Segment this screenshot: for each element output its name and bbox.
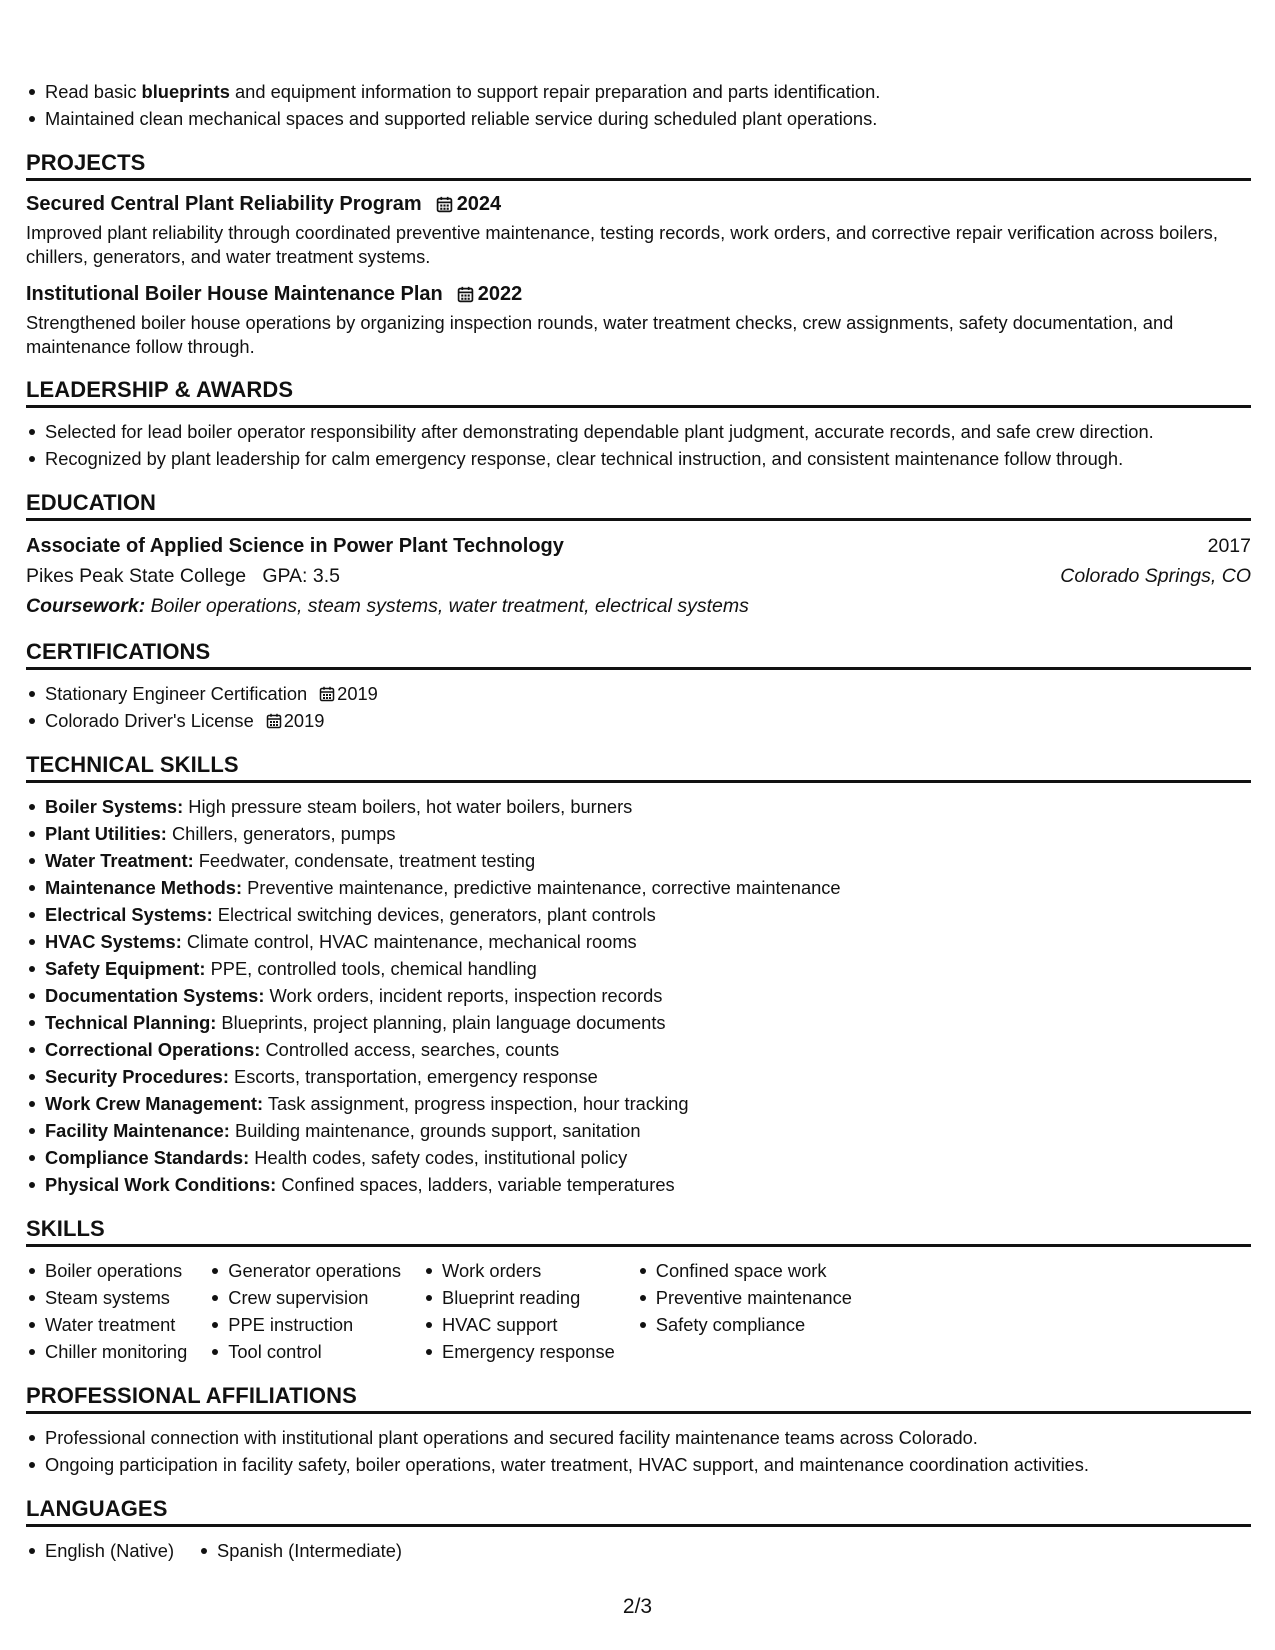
skill-values: Task assignment, progress inspection, hour tracking [267,1093,689,1114]
skills-column [637,1257,852,1365]
section-title: LEADERSHIP & AWARDS [26,377,1251,408]
skill-values: Feedwater, condensate, treatment testing [198,850,536,871]
skill-values: PPE, controlled tools, chemical handling [210,958,537,979]
skills-column [423,1257,615,1365]
list-item: Tool control [209,1338,401,1365]
list-item: Chiller monitoring [26,1338,187,1365]
skill-category: Technical Planning: [45,1012,217,1033]
graduation-year: 2017 [1207,535,1251,557]
certification-item [45,707,1251,734]
calendar-icon [457,286,474,303]
list-item [26,874,1251,901]
list-item: Boiler operations [26,1257,187,1284]
certification-item [45,680,1251,707]
certifications-list [26,680,1251,734]
school-location: Colorado Springs, CO [1060,565,1251,587]
list-item [26,928,1251,955]
section-title: LANGUAGES [26,1496,1251,1527]
list-item: Professional connection with institutional plant operations and secured facility maintenance teams across Colorado. [26,1424,1251,1451]
degree-name: Associate of Applied Science in Power Plant Technology [26,535,564,557]
languages-list [26,1537,1251,1564]
gpa: GPA: 3.5 [262,565,340,587]
coursework-list: Boiler operations, steam systems, water treatment, electrical systems [150,595,749,617]
list-item [26,1117,1251,1144]
school-line [26,561,340,591]
skills-column [26,1257,187,1365]
skills-column [209,1257,401,1365]
skill-category: HVAC Systems: [45,931,182,952]
leadership-section [26,377,1251,472]
list-item [26,680,1251,707]
list-item [26,820,1251,847]
skill-category: Facility Maintenance: [45,1120,230,1141]
list-item [26,1171,1251,1198]
resume-page [26,78,1251,1564]
list-item: Water treatment [26,1311,187,1338]
school-name: Pikes Peak State College [26,565,247,587]
skill-category: Work Crew Management: [45,1093,264,1114]
list-item: Crew supervision [209,1284,401,1311]
skill-values: Chillers, generators, pumps [171,823,396,844]
skill-category: Physical Work Conditions: [45,1174,277,1195]
list-item [26,793,1251,820]
certification-year: 2019 [337,683,378,704]
list-item: English (Native) [26,1537,174,1564]
technical-skills-section [26,752,1251,1198]
skill-values: Confined spaces, ladders, variable temperatures [281,1174,675,1195]
skills-columns [26,1257,1251,1365]
calendar-icon [319,686,335,702]
coursework [26,591,1251,621]
skill-values: Health codes, safety codes, institutional policy [254,1147,628,1168]
skill-values: Escorts, transportation, emergency response [234,1066,598,1087]
list-item: Blueprint reading [423,1284,615,1311]
list-item: Spanish (Intermediate) [198,1537,402,1564]
project-title [26,281,1251,307]
bullet-text: and equipment information to support repair preparation and parts identification. [229,81,881,102]
section-title: TECHNICAL SKILLS [26,752,1251,783]
skill-category: Plant Utilities: [45,823,167,844]
section-title: PROFESSIONAL AFFILIATIONS [26,1383,1251,1414]
projects-section [26,150,1251,359]
list-item [26,847,1251,874]
technical-skills-list [26,793,1251,1198]
list-item [26,1144,1251,1171]
list-item [26,1036,1251,1063]
list-item: Maintained clean mechanical spaces and supported reliable service during scheduled plant operations. [26,105,1251,132]
list-item: Steam systems [26,1284,187,1311]
skill-category: Boiler Systems: [45,796,184,817]
skills-section [26,1216,1251,1365]
list-item: Ongoing participation in facility safety, boiler operations, water treatment, HVAC support, and maintenance coordination activities. [26,1451,1251,1478]
list-item [26,1009,1251,1036]
list-item: Recognized by plant leadership for calm emergency response, clear technical instruction, and consistent maintenance follow through. [26,445,1251,472]
skill-category: Maintenance Methods: [45,877,243,898]
skill-category: Security Procedures: [45,1066,229,1087]
skill-category: Electrical Systems: [45,904,213,925]
affiliations-list [26,1424,1251,1478]
skill-values: Controlled access, searches, counts [265,1039,560,1060]
experience-bullets [26,78,1251,132]
skill-values: Building maintenance, grounds support, sanitation [235,1120,641,1141]
section-title: CERTIFICATIONS [26,639,1251,670]
list-item: HVAC support [423,1311,615,1338]
list-item: PPE instruction [209,1311,401,1338]
project-name: Secured Central Plant Reliability Program [26,193,422,215]
list-item: Emergency response [423,1338,615,1365]
list-item: Confined space work [637,1257,852,1284]
skill-values: Preventive maintenance, predictive maintenance, corrective maintenance [247,877,841,898]
certification-name: Colorado Driver's License [45,710,254,731]
calendar-icon [436,196,453,213]
list-item [26,1090,1251,1117]
project-title [26,191,1251,217]
skill-category: Compliance Standards: [45,1147,250,1168]
list-item [26,901,1251,928]
section-title: EDUCATION [26,490,1251,521]
skill-values: Climate control, HVAC maintenance, mechanical rooms [186,931,637,952]
calendar-icon [266,713,282,729]
project-year: 2022 [477,283,523,305]
bullet-text: Read basic [45,81,142,102]
certification-year: 2019 [283,710,325,731]
project-description: Strengthened boiler house operations by organizing inspection rounds, water treatment checks, crew assignments, safety documentation, and maintenance follow through. [26,312,1174,357]
list-item [26,955,1251,982]
languages-section [26,1496,1251,1564]
skill-values: Blueprints, project planning, plain language documents [221,1012,666,1033]
education-section [26,490,1251,621]
list-item: Safety compliance [637,1311,852,1338]
education-school-row [26,561,1251,591]
leadership-list [26,418,1251,472]
skill-values: Work orders, incident reports, inspection records [269,985,663,1006]
project-name: Institutional Boiler House Maintenance Plan [26,283,443,305]
bullet-keyword: blueprints [141,81,230,102]
list-item [26,982,1251,1009]
education-header-row [26,531,1251,561]
certifications-section [26,639,1251,734]
skill-category: Documentation Systems: [45,985,265,1006]
coursework-label: Coursework: [26,595,146,617]
list-item [26,1063,1251,1090]
list-item [26,78,1251,105]
skill-category: Correctional Operations: [45,1039,261,1060]
skill-values: Electrical switching devices, generators, plant controls [217,904,656,925]
list-item: Preventive maintenance [637,1284,852,1311]
section-title: SKILLS [26,1216,1251,1247]
skill-category: Safety Equipment: [45,958,206,979]
list-item: Work orders [423,1257,615,1284]
skill-values: High pressure steam boilers, hot water boilers, burners [188,796,633,817]
list-item: Generator operations [209,1257,401,1284]
skill-category: Water Treatment: [45,850,194,871]
project-year: 2024 [456,193,502,215]
affiliations-section [26,1383,1251,1478]
section-title: PROJECTS [26,150,1251,181]
project-description: Improved plant reliability through coordinated preventive maintenance, testing records, work orders, and corrective repair verification across boilers, chillers, generators, and water treatment systems. [26,222,1218,267]
list-item: Selected for lead boiler operator responsibility after demonstrating dependable plant judgment, accurate records, and safe crew direction. [26,418,1251,445]
page-number: 2/3 [622,1595,653,1618]
list-item [26,707,1251,734]
certification-name: Stationary Engineer Certification [45,683,308,704]
